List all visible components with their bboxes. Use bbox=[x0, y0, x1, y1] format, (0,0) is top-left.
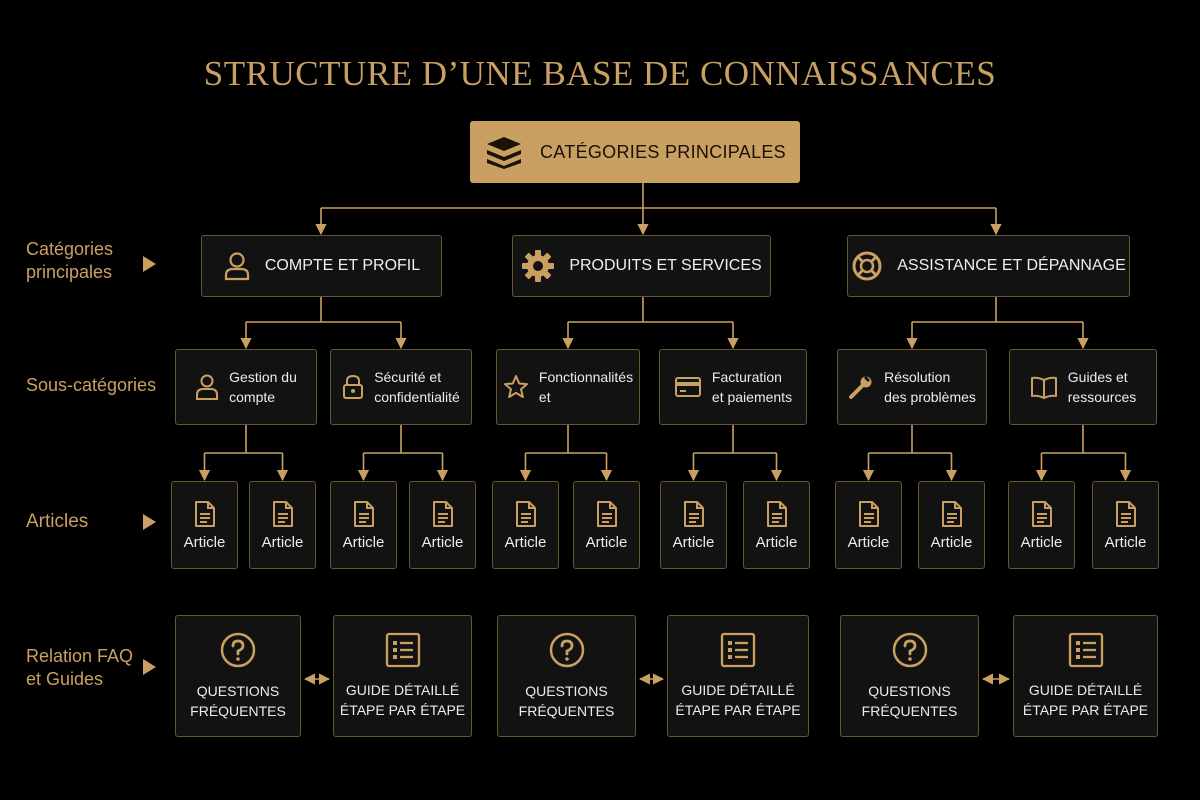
checklist-icon bbox=[1068, 632, 1104, 668]
row-label-categories: Catégories principales bbox=[26, 239, 114, 282]
article-label: Article bbox=[1104, 533, 1147, 551]
article-box bbox=[835, 481, 902, 569]
guide-box bbox=[333, 615, 472, 737]
user-icon bbox=[223, 251, 251, 281]
article-box bbox=[918, 481, 985, 569]
guide-box bbox=[667, 615, 809, 737]
article-label: Article bbox=[585, 533, 628, 551]
row-label-articles: Articles bbox=[26, 511, 89, 532]
article-box bbox=[249, 481, 316, 569]
row-label-relations: Relation FAQ et Guides bbox=[26, 646, 134, 689]
article-label: Article bbox=[847, 533, 890, 551]
subcategory-label: Résolution des problèmes bbox=[884, 369, 976, 405]
document-icon bbox=[596, 500, 618, 528]
relation-label: QUESTIONS FRÉQUENTES bbox=[190, 683, 286, 719]
faq-box bbox=[497, 615, 636, 737]
question-icon bbox=[219, 631, 257, 669]
relation-label: QUESTIONS FRÉQUENTES bbox=[518, 683, 615, 719]
article-label: Article bbox=[755, 533, 798, 551]
row-arrow-categories bbox=[143, 256, 156, 272]
root-category-label: CATÉGORIES PRINCIPALES bbox=[540, 141, 786, 162]
document-icon bbox=[194, 500, 216, 528]
row-arrow-relations bbox=[143, 659, 156, 675]
article-box bbox=[492, 481, 559, 569]
subcategory-box-billing bbox=[659, 349, 807, 425]
relation-label: QUESTIONS FRÉQUENTES bbox=[861, 683, 958, 719]
document-icon bbox=[766, 500, 788, 528]
checklist-icon bbox=[720, 632, 756, 668]
page-title: STRUCTURE D’UNE BASE DE CONNAISSANCES bbox=[203, 54, 997, 93]
category-label: ASSISTANCE ET DÉPANNAGE bbox=[897, 257, 1126, 274]
faq-box bbox=[175, 615, 301, 737]
subcategory-label: Guides et ressources bbox=[1067, 369, 1137, 405]
category-label: COMPTE ET PROFIL bbox=[264, 257, 421, 274]
article-label: Article bbox=[504, 533, 547, 551]
document-icon bbox=[515, 500, 537, 528]
wrench-icon bbox=[848, 374, 874, 400]
row-arrow-articles bbox=[143, 514, 156, 530]
subcategory-label: Fonctionnalités et bbox=[538, 369, 634, 405]
row-label-subcategories: Sous-catégories bbox=[26, 375, 157, 395]
article-box bbox=[171, 481, 238, 569]
category-box-products bbox=[512, 235, 771, 297]
document-icon bbox=[683, 500, 705, 528]
subcategory-label: Facturation et paiements bbox=[711, 369, 793, 405]
subcategory-box-features bbox=[496, 349, 640, 425]
article-box bbox=[743, 481, 810, 569]
subcategory-label: Sécurité et confidentialité bbox=[374, 369, 460, 405]
guide-box bbox=[1013, 615, 1158, 737]
root-category-box bbox=[470, 121, 800, 183]
document-icon bbox=[941, 500, 963, 528]
book-icon bbox=[1030, 375, 1058, 399]
document-icon bbox=[858, 500, 880, 528]
document-icon bbox=[1115, 500, 1137, 528]
stack-icon bbox=[484, 135, 524, 169]
article-box bbox=[1092, 481, 1159, 569]
user-icon bbox=[195, 374, 219, 400]
article-label: Article bbox=[342, 533, 385, 551]
subcategory-box-troubleshooting bbox=[837, 349, 987, 425]
card-icon bbox=[674, 376, 702, 398]
subcategory-label: Gestion du compte bbox=[229, 369, 297, 405]
article-label: Article bbox=[183, 533, 226, 551]
subcategory-box-account-management bbox=[175, 349, 317, 425]
relation-label: GUIDE DÉTAILLÉ ÉTAPE PAR ÉTAPE bbox=[1022, 682, 1149, 718]
article-box bbox=[660, 481, 727, 569]
question-icon bbox=[891, 631, 929, 669]
category-label: PRODUITS ET SERVICES bbox=[569, 257, 762, 274]
relation-label: GUIDE DÉTAILLÉ ÉTAPE PAR ÉTAPE bbox=[339, 682, 466, 718]
article-box bbox=[330, 481, 397, 569]
article-box bbox=[573, 481, 640, 569]
star-icon bbox=[503, 374, 529, 400]
article-label: Article bbox=[672, 533, 715, 551]
article-label: Article bbox=[261, 533, 304, 551]
document-icon bbox=[272, 500, 294, 528]
subcategory-box-guides bbox=[1009, 349, 1157, 425]
article-label: Article bbox=[930, 533, 973, 551]
document-icon bbox=[432, 500, 454, 528]
category-box-support bbox=[847, 235, 1130, 297]
relation-label: GUIDE DÉTAILLÉ ÉTAPE PAR ÉTAPE bbox=[675, 682, 801, 718]
subcategory-box-security bbox=[330, 349, 472, 425]
question-icon bbox=[548, 631, 586, 669]
gear-icon bbox=[521, 249, 555, 283]
category-box-account bbox=[201, 235, 442, 297]
lock-icon bbox=[342, 374, 364, 400]
article-label: Article bbox=[421, 533, 464, 551]
document-icon bbox=[1031, 500, 1053, 528]
document-icon bbox=[353, 500, 375, 528]
lifebuoy-icon bbox=[851, 250, 883, 282]
article-box bbox=[409, 481, 476, 569]
faq-box bbox=[840, 615, 979, 737]
article-label: Article bbox=[1020, 533, 1063, 551]
checklist-icon bbox=[385, 632, 421, 668]
article-box bbox=[1008, 481, 1075, 569]
